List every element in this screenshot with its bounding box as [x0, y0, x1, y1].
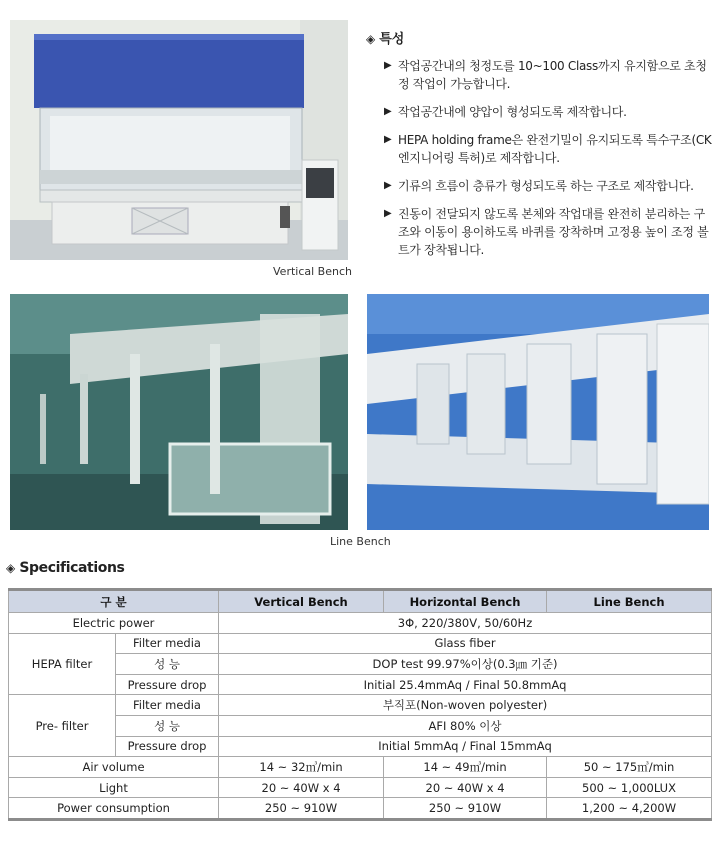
row-label: Light: [9, 777, 219, 798]
specifications-title: ◈ Specifications: [6, 560, 125, 576]
table-row: [9, 757, 712, 778]
feature-item-4: ▶ 기류의 흐름이 층류가 형성되도록 하는 구조로 제작합니다.: [384, 179, 694, 193]
row-group-label: Pre- filter: [9, 695, 116, 757]
line-bench-caption: Line Bench: [330, 535, 391, 548]
arrow-bullet-icon: ▶: [384, 106, 392, 117]
row-label: Electric power: [9, 613, 219, 634]
header-category: 구 분: [9, 590, 219, 613]
row-sublabel: Filter media: [116, 695, 219, 716]
feature-item-5: ▶ 진동이 전달되지 않도록 본체와 작업대를 완전히 분리하는 구조와 이동이 용이하도록 바퀴를 장착하며 고정용 높이 조정 볼트가 장착됩니다.: [384, 207, 709, 257]
row-sublabel: Filter media: [116, 633, 219, 654]
row-value: 부직포(Non-woven polyester): [219, 695, 712, 716]
vertical-bench-photo: [10, 20, 348, 260]
table-row: [9, 798, 712, 820]
row-value: Glass fiber: [219, 633, 712, 654]
row-value: 20 ~ 40W x 4: [219, 777, 384, 798]
row-sublabel: 성 능: [116, 715, 219, 736]
line-bench-photo-right: [367, 294, 709, 530]
features-section: [366, 28, 716, 263]
row-label: Power consumption: [9, 798, 219, 820]
table-row: [9, 777, 712, 798]
specifications-table: [8, 588, 712, 821]
row-value: 1,200 ~ 4,200W: [547, 798, 712, 820]
row-value: 20 ~ 40W x 4: [384, 777, 547, 798]
row-group-label: HEPA filter: [9, 633, 116, 695]
table-row: [9, 633, 712, 654]
row-value: 50 ~ 175㎥/min: [547, 757, 712, 778]
feature-item-2: ▶ 작업공간내에 양압이 형성되도록 제작합니다.: [384, 105, 627, 119]
row-sublabel: Pressure drop: [116, 736, 219, 757]
arrow-bullet-icon: ▶: [384, 208, 392, 219]
table-header-row: [9, 590, 712, 613]
vertical-bench-caption: Vertical Bench: [273, 265, 352, 278]
row-label: Air volume: [9, 757, 219, 778]
row-value: 14 ~ 32㎥/min: [219, 757, 384, 778]
row-value: 14 ~ 49㎥/min: [384, 757, 547, 778]
table-row: [9, 695, 712, 716]
header-vertical: Vertical Bench: [219, 590, 384, 613]
row-value: Initial 25.4mmAq / Final 50.8mmAq: [219, 674, 712, 695]
table-row: [9, 613, 712, 634]
arrow-bullet-icon: ▶: [384, 134, 392, 145]
row-value: Initial 5mmAq / Final 15mmAq: [219, 736, 712, 757]
feature-item-1: ▶ 작업공간내의 청정도를 10~100 Class까지 유지함으로 초청정 작업이 가능합니다.: [384, 59, 707, 91]
row-value: AFI 80% 이상: [219, 715, 712, 736]
row-sublabel: Pressure drop: [116, 674, 219, 695]
row-value: DOP test 99.97%이상(0.3㎛ 기준): [219, 654, 712, 675]
arrow-bullet-icon: ▶: [384, 180, 392, 191]
features-title: ◈ 특성: [366, 32, 405, 47]
feature-item-3: ▶ HEPA holding frame은 완전기밀이 유지되도록 특수구조(CK엔지니어링 특허)로 제작합니다.: [384, 133, 712, 165]
row-sublabel: 성 능: [116, 654, 219, 675]
row-value: 500 ~ 1,000LUX: [547, 777, 712, 798]
arrow-bullet-icon: ▶: [384, 60, 392, 71]
diamond-bullet-icon: ◈: [6, 561, 15, 575]
header-line: Line Bench: [547, 590, 712, 613]
diamond-bullet-icon: ◈: [366, 32, 376, 46]
header-horizontal: Horizontal Bench: [384, 590, 547, 613]
line-bench-photo-left: [10, 294, 348, 530]
row-value: 3Φ, 220/380V, 50/60Hz: [219, 613, 712, 634]
row-value: 250 ~ 910W: [384, 798, 547, 820]
row-value: 250 ~ 910W: [219, 798, 384, 820]
